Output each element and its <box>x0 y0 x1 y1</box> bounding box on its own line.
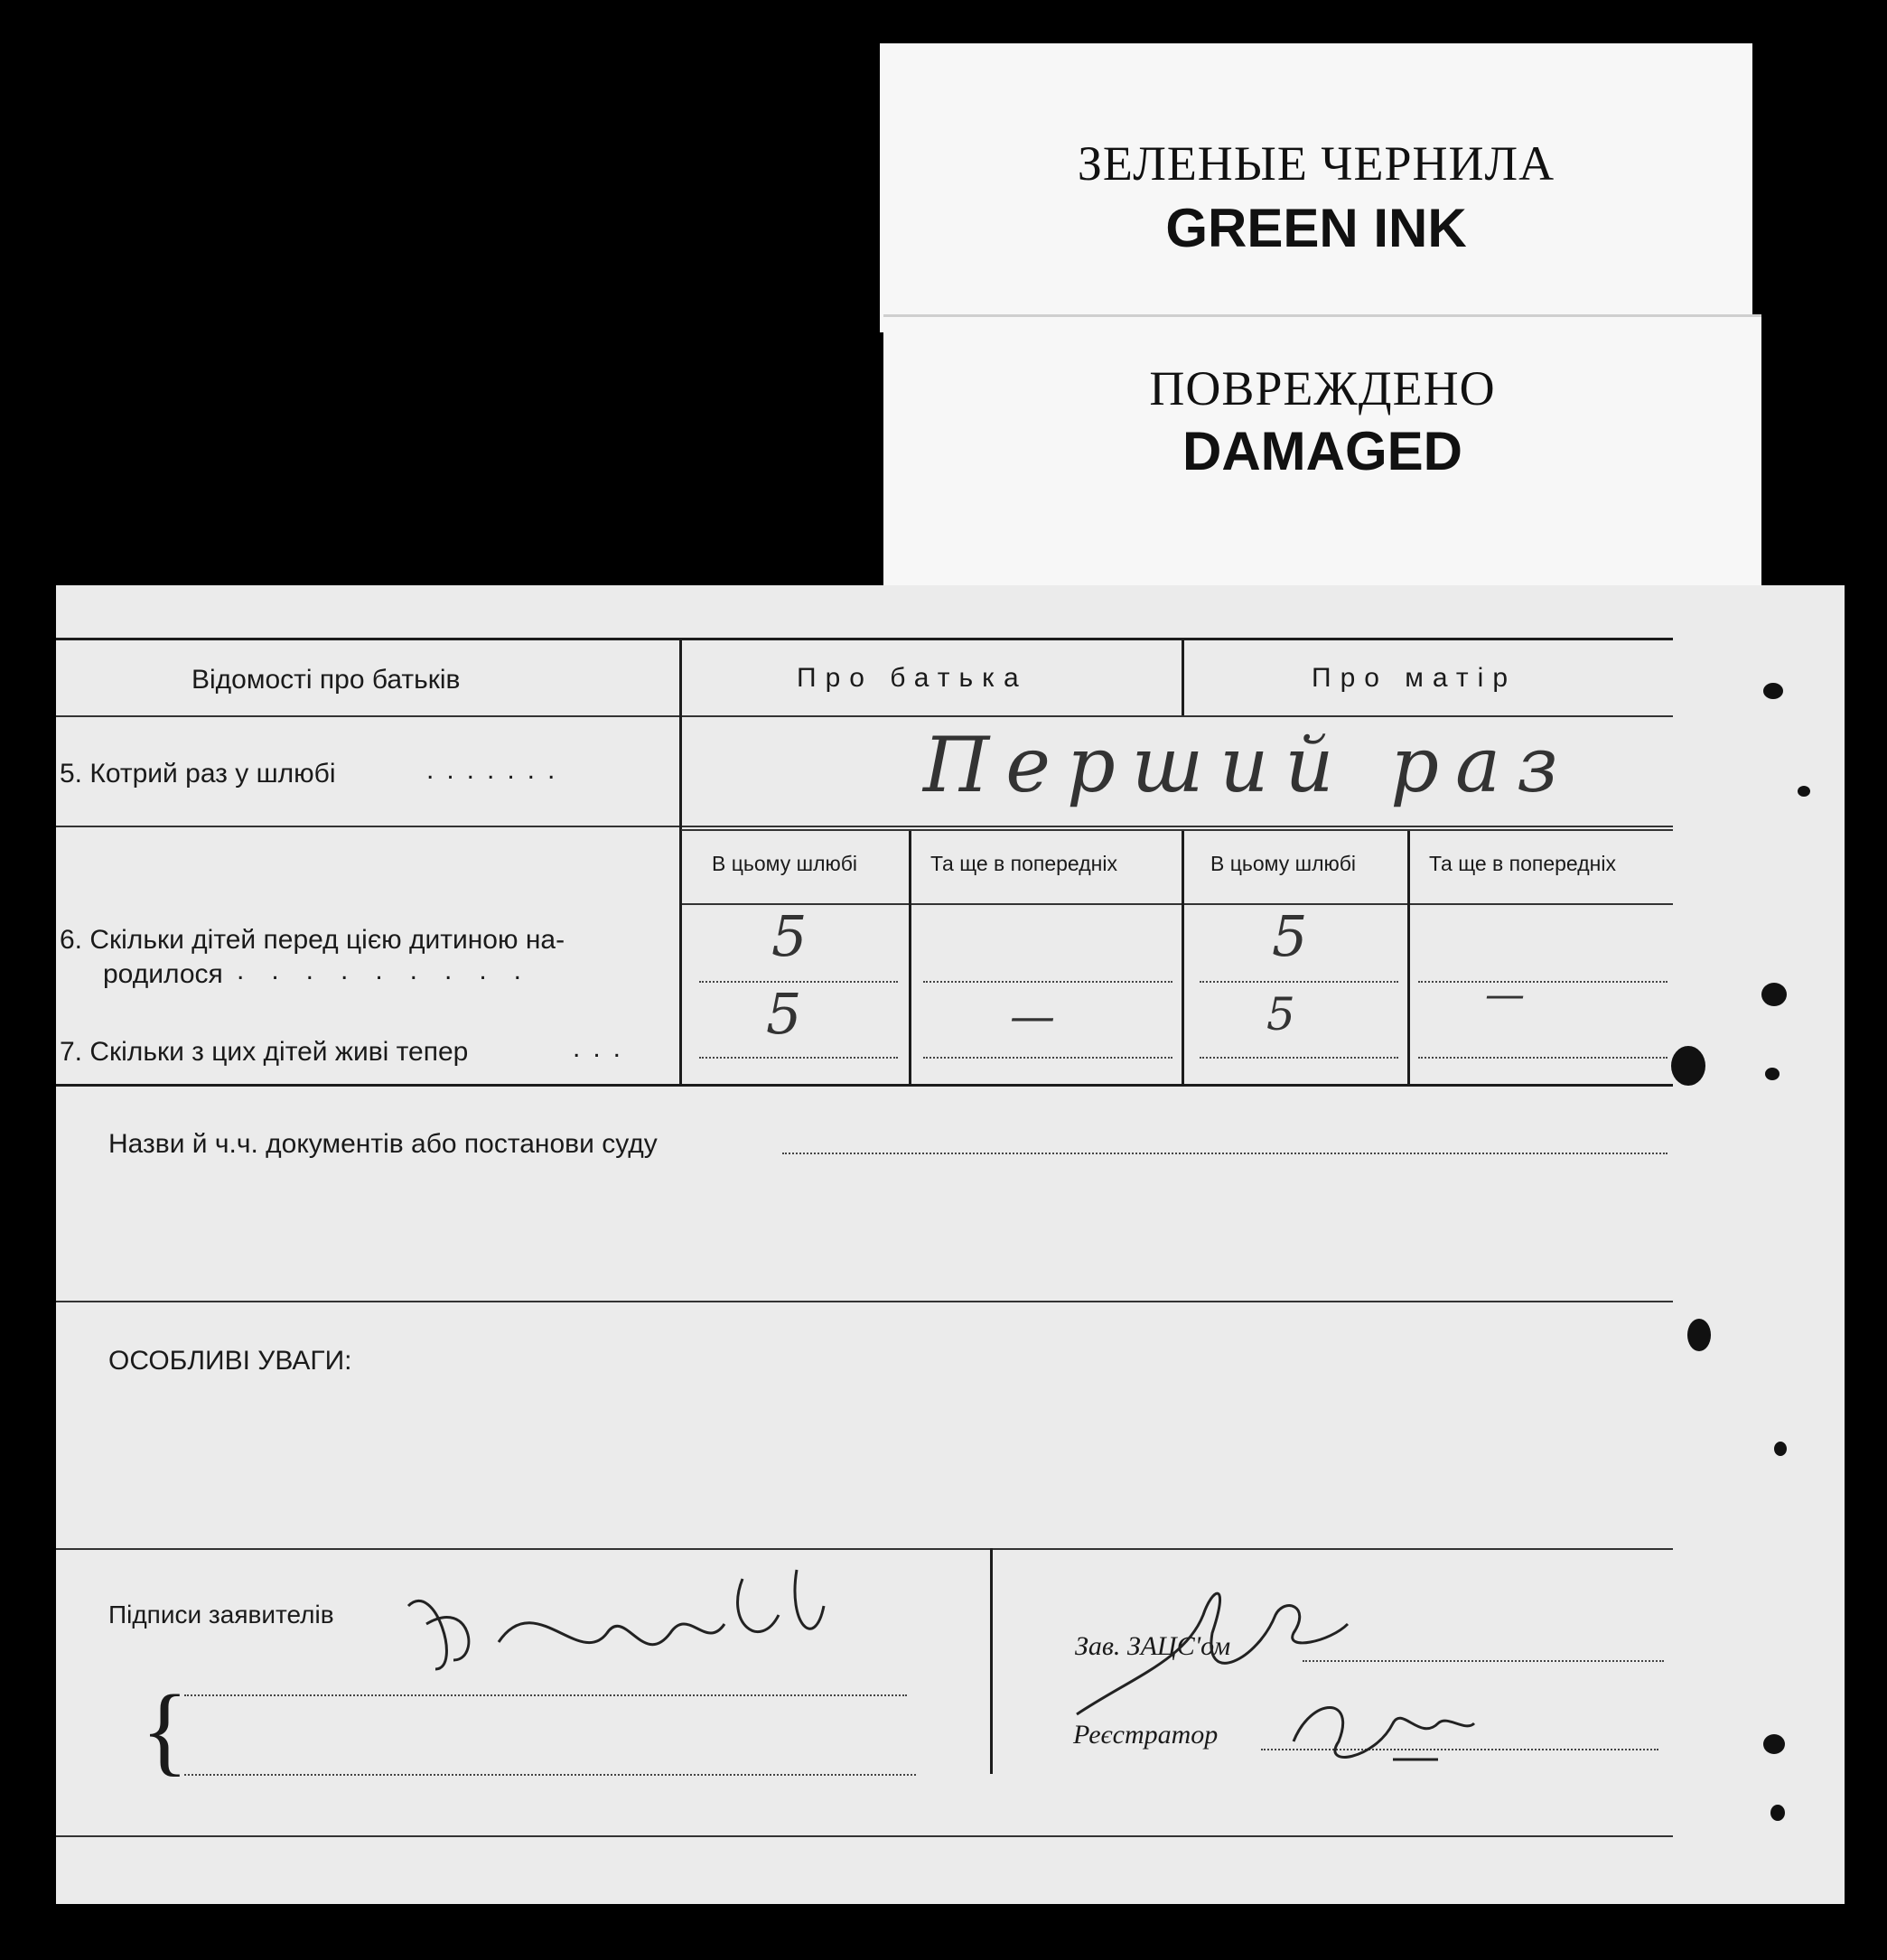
row6-father-prev-dots <box>923 981 1172 983</box>
row7-father-previous: — <box>1010 990 1055 1042</box>
remarks-bottom-border <box>56 1548 1673 1550</box>
head-label: Зав. ЗАЦС'ом <box>1075 1631 1231 1661</box>
row6-father-current: 5 <box>771 903 808 969</box>
punch-hole <box>1770 1805 1785 1821</box>
row7-mother-prev-dots <box>1418 1057 1667 1059</box>
row7-label: 7. Скільки з цих дітей живі тепер <box>60 1037 469 1067</box>
header-info: Відомості про батьків <box>192 665 461 695</box>
row5-leader: ....... <box>426 755 568 785</box>
punch-hole <box>1761 983 1787 1006</box>
signatures-label: Підписи заявителів <box>108 1601 334 1629</box>
row6-label-line1: 6. Скільки дітей перед цією дитиною на- <box>60 925 565 955</box>
col-divider-1 <box>679 638 682 1084</box>
registrar-label: Реєстратор <box>1073 1720 1219 1750</box>
subheader-mother-previous: Та ще в попередніх <box>1429 852 1616 875</box>
row6-mother-dots <box>1200 981 1398 983</box>
remarks-label: ОСОБЛИВІ УВАГИ: <box>108 1346 352 1376</box>
punch-hole <box>1687 1319 1711 1351</box>
row7-mother-previous: — <box>1485 972 1525 1018</box>
subheader-father-previous: Та ще в попередніх <box>930 852 1117 875</box>
card-bottom-border <box>56 1835 1673 1837</box>
damaged-label-ru: ПОВРЕЖДЕНО <box>1149 361 1496 415</box>
row6-label-line2: родилося <box>103 959 223 989</box>
row7-father-current: 5 <box>766 981 802 1047</box>
col-divider-3 <box>909 829 911 1084</box>
damaged-label-en: DAMAGED <box>1182 421 1462 481</box>
subheader-mother-current: В цьому шлюбі <box>1210 852 1357 875</box>
applicant-signature <box>399 1570 851 1687</box>
row6-mother-prev-dots <box>1418 981 1667 983</box>
row7-mother-dots <box>1200 1057 1398 1059</box>
punch-hole <box>1763 1734 1785 1754</box>
table-bottom-border <box>56 1084 1673 1087</box>
documents-label: Назви й ч.ч. документів або постанови суду <box>108 1129 658 1159</box>
green-ink-label-en: GREEN INK <box>1165 198 1467 258</box>
punch-hole <box>1774 1442 1787 1456</box>
subheader-father-current: В цьому шлюбі <box>712 852 858 875</box>
head-signature-line <box>1303 1660 1664 1662</box>
row7-father-prev-dots <box>923 1057 1172 1059</box>
signature-divider <box>990 1548 993 1774</box>
punch-hole <box>1671 1046 1705 1086</box>
table-top-border <box>56 638 1673 640</box>
row6-leader: ......... <box>237 956 549 985</box>
signature-line-1 <box>184 1694 907 1696</box>
col-divider-5 <box>1407 829 1410 1084</box>
signature-line-2 <box>184 1774 916 1776</box>
punch-hole <box>1763 683 1783 699</box>
document-card <box>56 585 1845 1904</box>
subheader-bottom-border <box>681 903 1673 905</box>
header-mother: Про матір <box>1312 663 1518 693</box>
row5-label: 5. Котрий раз у шлюбі <box>60 759 336 789</box>
green-ink-label-ru: ЗЕЛЕНЫЕ ЧЕРНИЛА <box>1077 136 1555 191</box>
row5-bottom-border <box>56 826 1673 827</box>
header-father: Про батька <box>797 663 1028 693</box>
header-bottom-border <box>56 715 1673 717</box>
col-divider-2 <box>1182 638 1184 715</box>
row7-mother-current: 5 <box>1266 988 1295 1041</box>
row6-mother-current: 5 <box>1272 903 1308 969</box>
damaged-label <box>883 314 1761 596</box>
registrar-signature <box>1284 1687 1483 1769</box>
row5-value: Перший раз <box>923 721 1574 809</box>
punch-hole <box>1798 786 1810 797</box>
subheader-top-border <box>681 829 1673 831</box>
punch-hole <box>1765 1068 1780 1080</box>
row7-leader: ... <box>573 1033 634 1063</box>
col-divider-4 <box>1182 829 1184 1084</box>
signatures-brace: { <box>141 1675 189 1785</box>
green-ink-label <box>880 43 1752 332</box>
documents-bottom-border <box>56 1301 1673 1302</box>
documents-line <box>782 1153 1667 1154</box>
row7-father-dots <box>699 1057 898 1059</box>
